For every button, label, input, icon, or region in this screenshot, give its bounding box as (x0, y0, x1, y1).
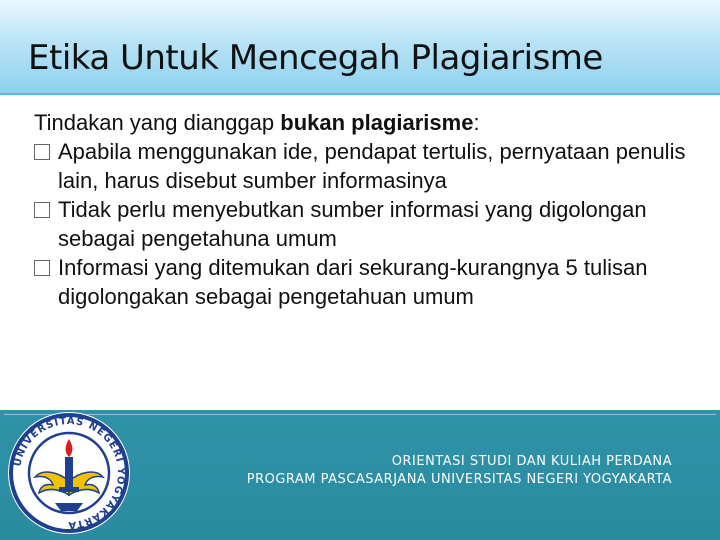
checkbox-bullet-icon (34, 202, 50, 218)
title-band (0, 0, 720, 95)
footer-line-2: PROGRAM PASCASARJANA UNIVERSITAS NEGERI YOGYAKARTA (246, 472, 672, 487)
bullet-list (34, 137, 704, 311)
bullet-text: Tidak perlu menyebutkan sumber informasi yang digolongan sebagai pengetahuna umum (58, 197, 647, 251)
slide-title: Etika Untuk Mencegah Plagiarisme (28, 38, 603, 78)
bullet-text: Apabila menggunakan ide, pendapat tertulis, pernyataan penulis lain, harus disebut sumber informasinya (58, 139, 686, 193)
intro-prefix: Tindakan yang dianggap (34, 110, 281, 135)
intro-text (34, 108, 704, 137)
footer-line-1: ORIENTASI STUDI DAN KULIAH PERDANA (391, 454, 672, 469)
slide-content (34, 108, 704, 311)
bullet-item (34, 195, 704, 253)
intro-suffix: : (473, 110, 480, 135)
bullet-item (34, 253, 704, 311)
checkbox-bullet-icon (34, 260, 50, 276)
svg-text:UNIVERSITAS NEGERI YOGYAKARTA: UNIVERSITAS NEGERI YOGYAKARTA (12, 415, 127, 531)
bullet-item (34, 137, 704, 195)
intro-bold: bukan plagiarisme (280, 110, 474, 135)
bullet-text: Informasi yang ditemukan dari sekurang-kurangnya 5 tulisan digolongakan sebagai pengetahuan umum (58, 255, 648, 309)
footer-band (0, 410, 720, 540)
footer-text (247, 453, 672, 489)
university-logo (7, 411, 131, 535)
checkbox-bullet-icon (34, 144, 50, 160)
